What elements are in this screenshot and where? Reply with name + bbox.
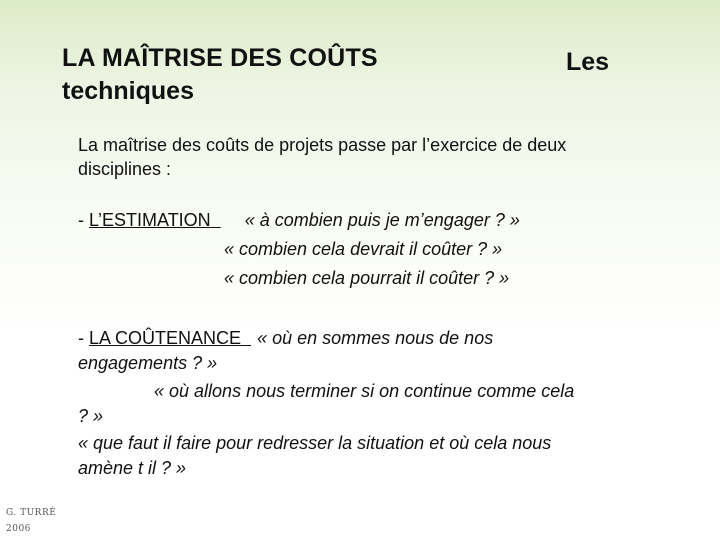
estimation-line	[78, 210, 520, 231]
coutenance-question-1a: « où en sommes nous de nos	[257, 328, 494, 348]
estimation-prefix: -	[78, 210, 89, 230]
estimation-question-2: « combien cela devrait il coûter ? »	[224, 239, 503, 259]
title-right-text: Les	[566, 48, 610, 76]
coutenance-prefix: -	[78, 328, 89, 348]
coutenance-question-2a: « où allons nous terminer si on continue comme cela	[154, 381, 575, 401]
intro-line-2: disciplines :	[78, 159, 172, 179]
coutenance-line	[78, 328, 493, 349]
coutenance-label: LA COÛTENANCE	[89, 328, 242, 348]
coutenance-question-3a: « que faut il faire pour redresser la situation et où cela nous	[78, 433, 552, 453]
footer-year: 2006	[6, 524, 31, 534]
coutenance-question-3b: amène t il ? »	[78, 458, 187, 478]
estimation-label: L’ESTIMATION	[89, 210, 211, 230]
intro-paragraph	[78, 133, 566, 181]
estimation-underline-gap	[211, 210, 221, 230]
intro-line-1: La maîtrise des coûts de projets passe par l’exercice de deux	[78, 135, 567, 155]
title-line-1: LA MAÎTRISE DES COÛTS	[62, 44, 378, 72]
footer-author: G. TURRÉ	[6, 508, 57, 518]
estimation-question-1: « à combien puis je m’engager ? »	[244, 210, 520, 230]
estimation-question-3: « combien cela pourrait il coûter ? »	[224, 268, 510, 288]
coutenance-question-1b: engagements ? »	[78, 353, 218, 373]
coutenance-question-2b: ? »	[78, 406, 104, 426]
coutenance-underline-gap	[241, 328, 251, 348]
title-line-2: techniques	[62, 77, 194, 105]
